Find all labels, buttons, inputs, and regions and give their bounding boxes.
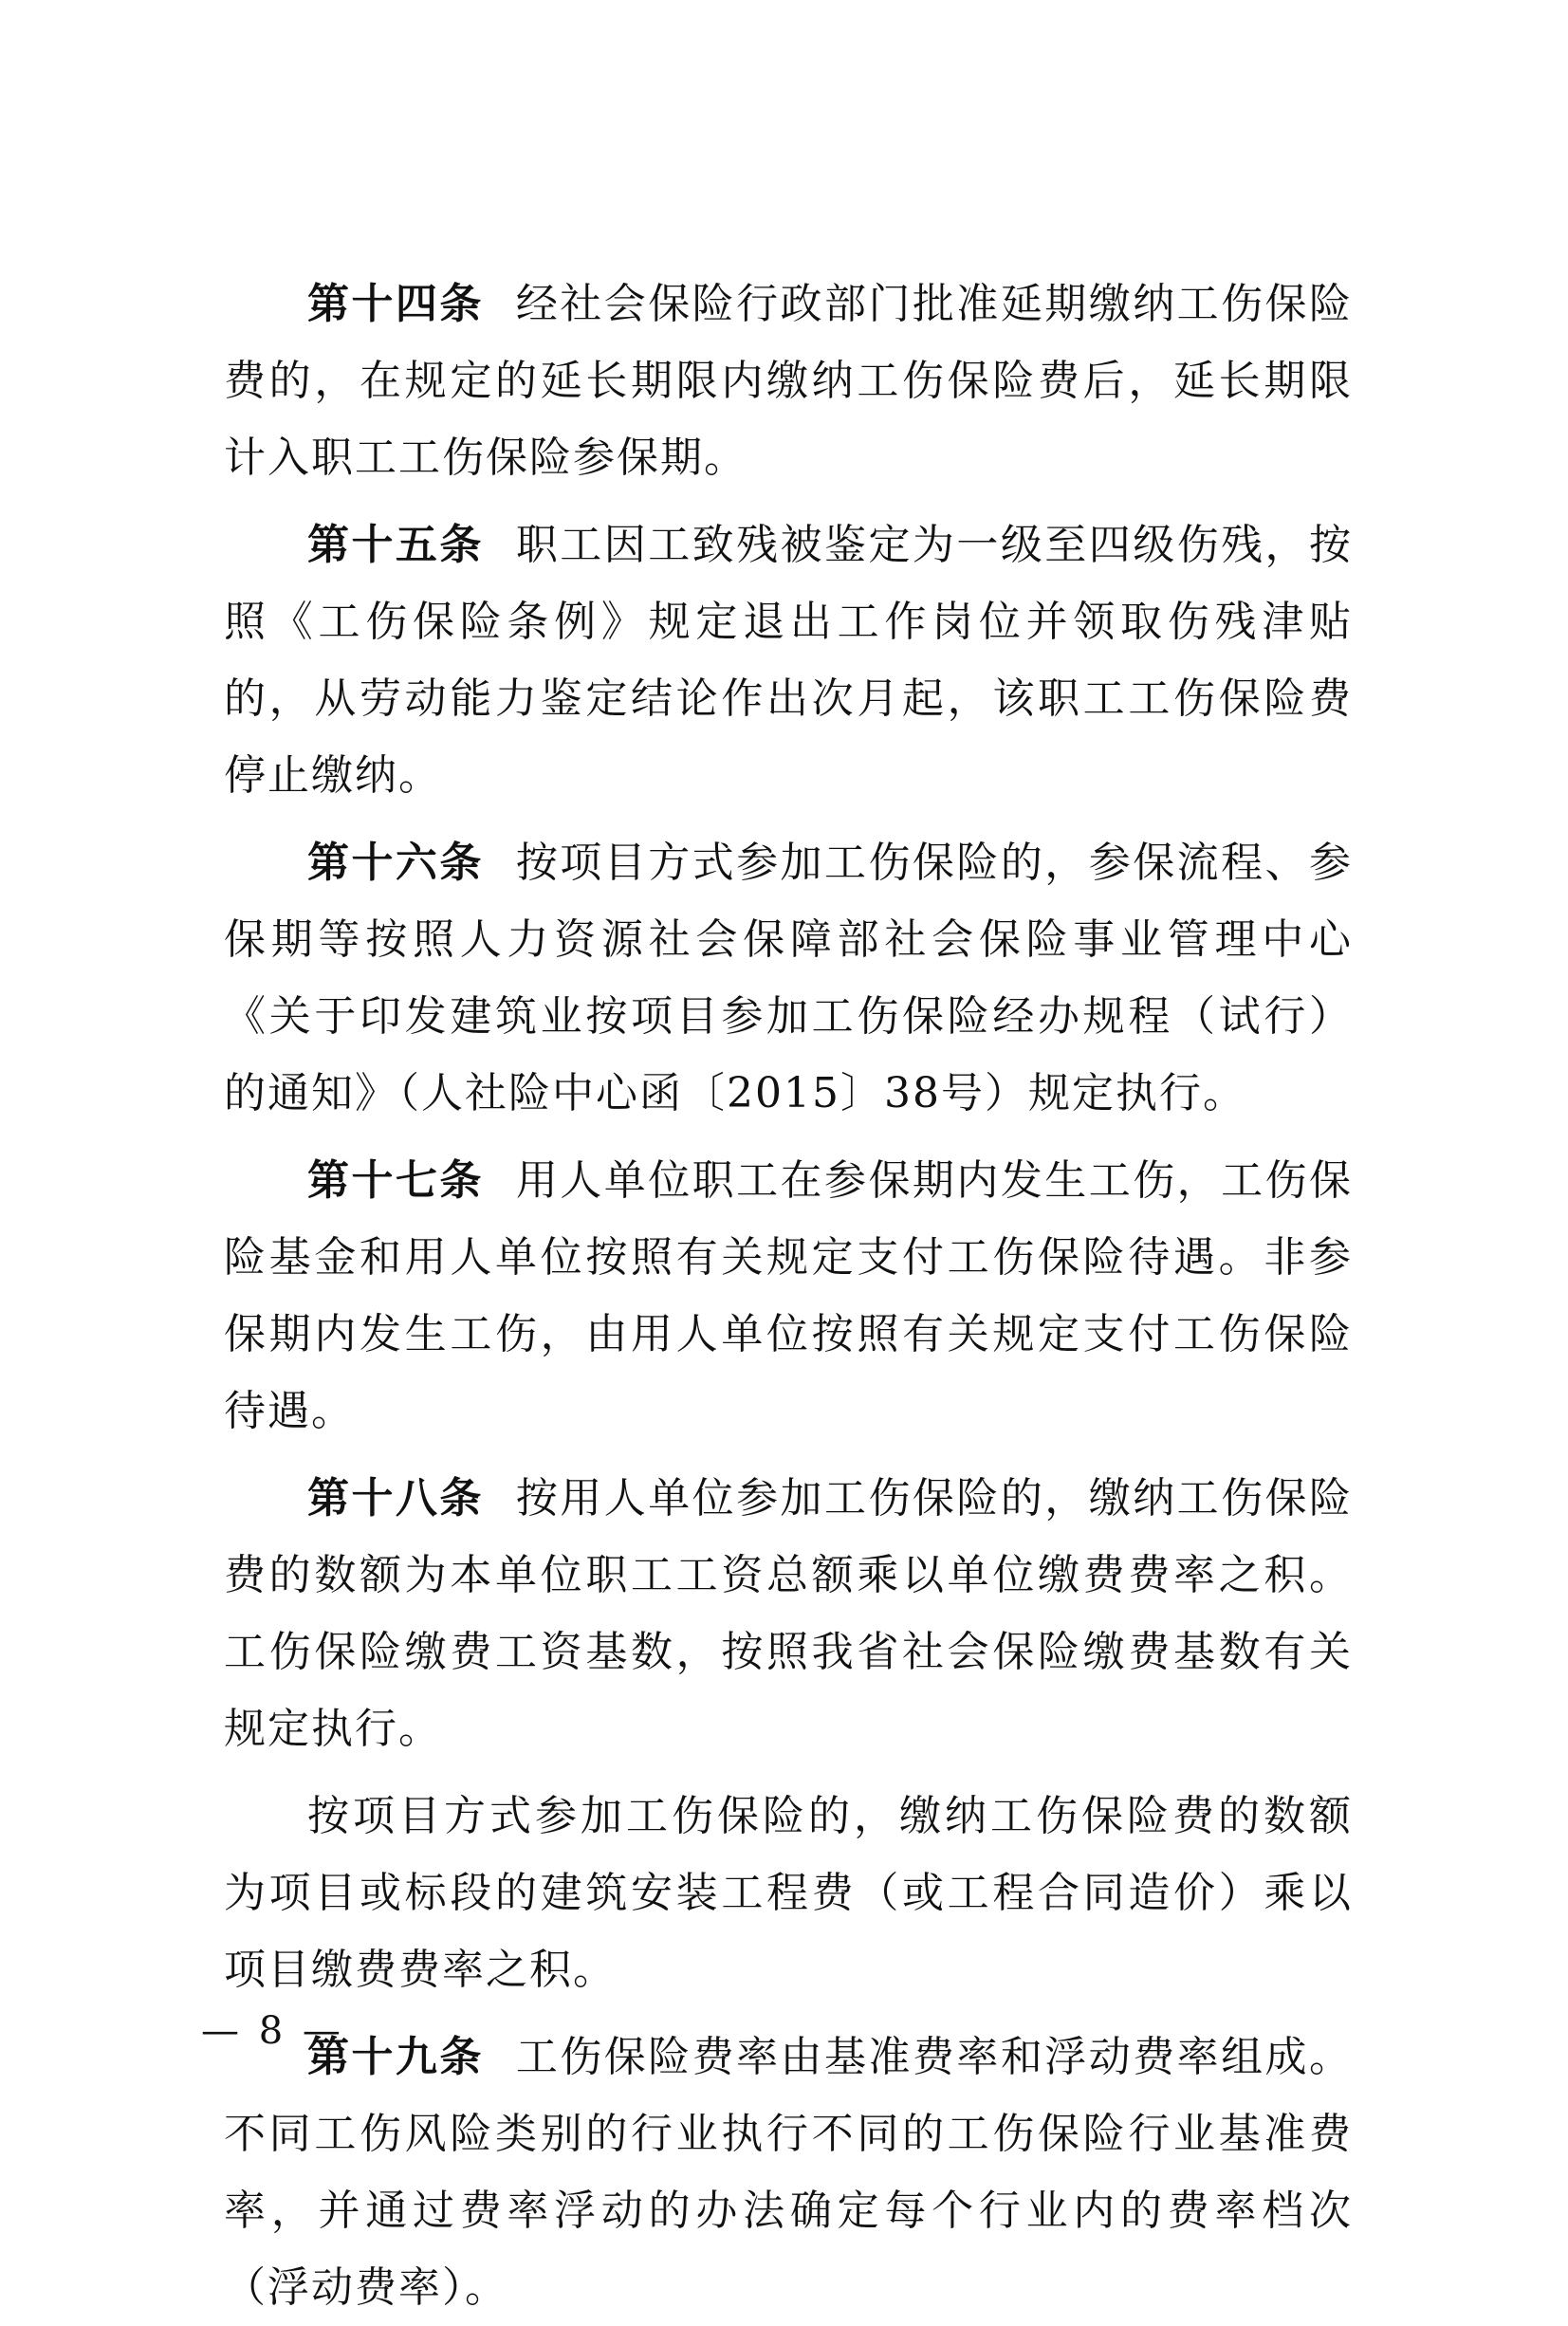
article-text: 经社会保险行政部门批准延期缴纳工伤保险费的，在规定的延长期限内缴纳工伤保险费后，延长期限计入职工工伤保险参保期。 — [224, 280, 1354, 482]
page-number: — 8 — — [201, 2009, 344, 2053]
article-19 — [224, 2019, 1353, 2326]
article-text: 工伤保险费率由基准费率和浮动费率组成。不同工伤风险类别的行业执行不同的工伤保险行业基准费率，并通过费率浮动的办法确定每个行业内的费率档次（浮动费率）。 — [224, 2033, 1354, 2312]
article-15 — [224, 507, 1353, 814]
article-17 — [224, 1142, 1353, 1449]
article-18-paragraph-2 — [224, 1778, 1353, 2008]
article-heading: 第十九条 — [307, 2033, 484, 2081]
article-text: 按用人单位参加工伤保险的，缴纳工伤保险费的数额为本单位职工工资总额乘以单位缴费费率之积。工伤保险缴费工资基数，按照我省社会保险缴费基数有关规定执行。 — [224, 1474, 1354, 1753]
article-14 — [224, 266, 1353, 496]
article-heading: 第十四条 — [307, 280, 484, 328]
document-body — [224, 266, 1353, 2326]
article-text: 职工因工致残被鉴定为一级至四级伤残，按照《工伤保险条例》规定退出工作岗位并领取伤残津贴的，从劳动能力鉴定结论作出次月起，该职工工伤保险费停止缴纳。 — [224, 521, 1354, 800]
article-heading: 第十六条 — [307, 839, 484, 887]
article-text: 按项目方式参加工伤保险的，缴纳工伤保险费的数额为项目或标段的建筑安装工程费（或工程合同造价）乘以项目缴费费率之积。 — [224, 1792, 1353, 1994]
article-heading: 第十七条 — [307, 1156, 484, 1205]
article-text: 按项目方式参加工伤保险的，参保流程、参保期等按照人力资源社会保障部社会保险事业管理中心《关于印发建筑业按项目参加工伤保险经办规程（试行）的通知》（人社险中心函〔2015〕38号）规定执行。 — [224, 839, 1354, 1117]
article-16 — [224, 824, 1353, 1132]
article-text: 用人单位职工在参保期内发生工伤，工伤保险基金和用人单位按照有关规定支付工伤保险待遇。非参保期内发生工伤，由用人单位按照有关规定支付工伤保险待遇。 — [224, 1156, 1354, 1435]
article-18 — [224, 1460, 1353, 1767]
article-heading: 第十五条 — [307, 521, 484, 569]
article-heading: 第十八条 — [307, 1474, 484, 1523]
